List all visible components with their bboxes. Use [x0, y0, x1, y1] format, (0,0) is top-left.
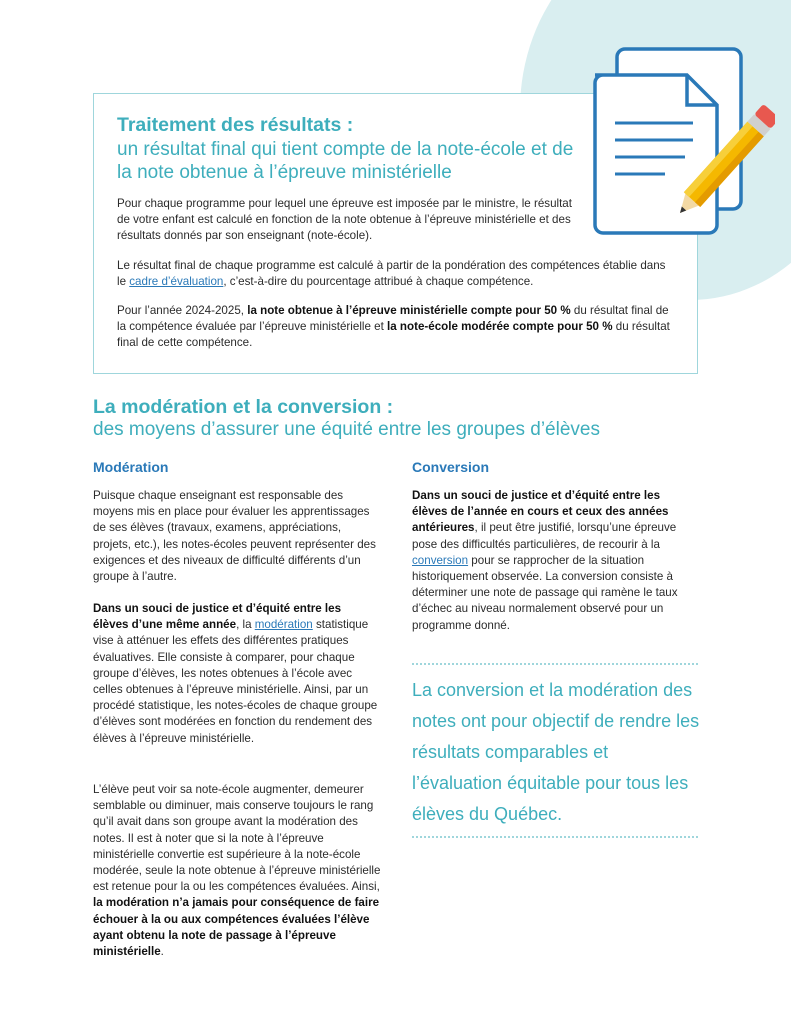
moderation-paragraph-3: L’élève peut voir sa note-école augmenter, demeurer semblable ou diminuer, mais conserve toujours le rang qu’il avait dans son groupe avant la modération des notes. Il est à noter que si la note à l’épreuve ministérielle convertie est supérieure à la note-école modérée, seule la note obtenue à l’épreuve ministérielle est retenue pour la ou les compétences évaluées. Ainsi, la modération n’a jamais pour conséquence de faire échouer à la ou aux compétences évaluées l’élève ayant obtenu la note de passage à l’épreuve ministérielle.	[93, 783, 381, 959]
box-paragraph-1: Pour chaque programme pour lequel une épreuve est imposée par le ministre, le résultat de votre enfant est calculé en fonction de la note obtenue à l’épreuve ministérielle et des résultats donnés par son enseignant (note-école).	[117, 197, 572, 243]
moderation-paragraph-2: Dans un souci de justice et d’équité entre les élèves d’une même année, la modération statistique vise à atténuer les effets des différentes pratiques évaluatives. Elle consiste à comparer, pour chaque groupe d’élèves, les notes obtenues à l’école avec celles obtenues à l’épreuve ministérielle. Ainsi, par un procédé statistique, les notes-écoles de chaque groupe d’élèves sont modérées en fonction du rendement des élèves à l’épreuve ministérielle.	[93, 602, 378, 745]
evaluation-framework-link[interactable]: cadre d’évaluation	[129, 275, 224, 289]
moderation-link[interactable]: modération	[254, 618, 313, 632]
section-title: La modération et la conversion :	[93, 396, 394, 418]
document-pencil-icon	[585, 43, 775, 243]
box-paragraph-2: Le résultat final de chaque programme est calculé à partir de la pondération des compétences établie dans le cadre d’évaluation, c’est-à-dire du pourcentage attribué à chaque compétence.	[117, 259, 666, 289]
pull-quote: La conversion et la modération des notes ont pour objectif de rendre les résultats comparables et l’évaluation équitable pour tous les élèves du Québec.	[412, 680, 700, 824]
moderation-heading: Modération	[93, 459, 169, 475]
section-subtitle: des moyens d’assurer une équité entre les groupes d’élèves	[93, 419, 600, 440]
box-title: Traitement des résultats :	[117, 114, 354, 136]
moderation-paragraph-1: Puisque chaque enseignant est responsable des moyens mis en place pour évaluer les apprentissages de ses élèves (travaux, examens, appréciations, projets, etc.), les notes-écoles peuvent représenter des exigences et des niveaux de difficulté différents d’un groupe à l’autre.	[93, 489, 376, 584]
box-paragraph-3: Pour l’année 2024-2025, la note obtenue à l’épreuve ministérielle compte pour 50 % du résultat final de la compétence évaluée par l’épreuve ministérielle et la note-école modérée compte pour 50 % du résultat final de cette compétence.	[117, 304, 670, 350]
box-subtitle: un résultat final qui tient compte de la note-école et de la note obtenue à l’épreuve ministérielle	[117, 139, 574, 183]
quote-bottom-divider	[412, 836, 698, 838]
quote-top-divider	[412, 663, 698, 665]
conversion-paragraph: Dans un souci de justice et d’équité entre les élèves de l’année en cours et ceux des années antérieures, il peut être justifié, lorsqu’une épreuve pose des difficultés particulières, de recourir à la conversion pour se rapprocher de la situation historiquement observée. La conversion consiste à déterminer une note de passage qui ramène le taux d’échec au niveau normalement observé pour un programme donné.	[412, 489, 678, 632]
conversion-heading: Conversion	[412, 459, 490, 475]
conversion-link[interactable]: conversion	[412, 553, 469, 567]
